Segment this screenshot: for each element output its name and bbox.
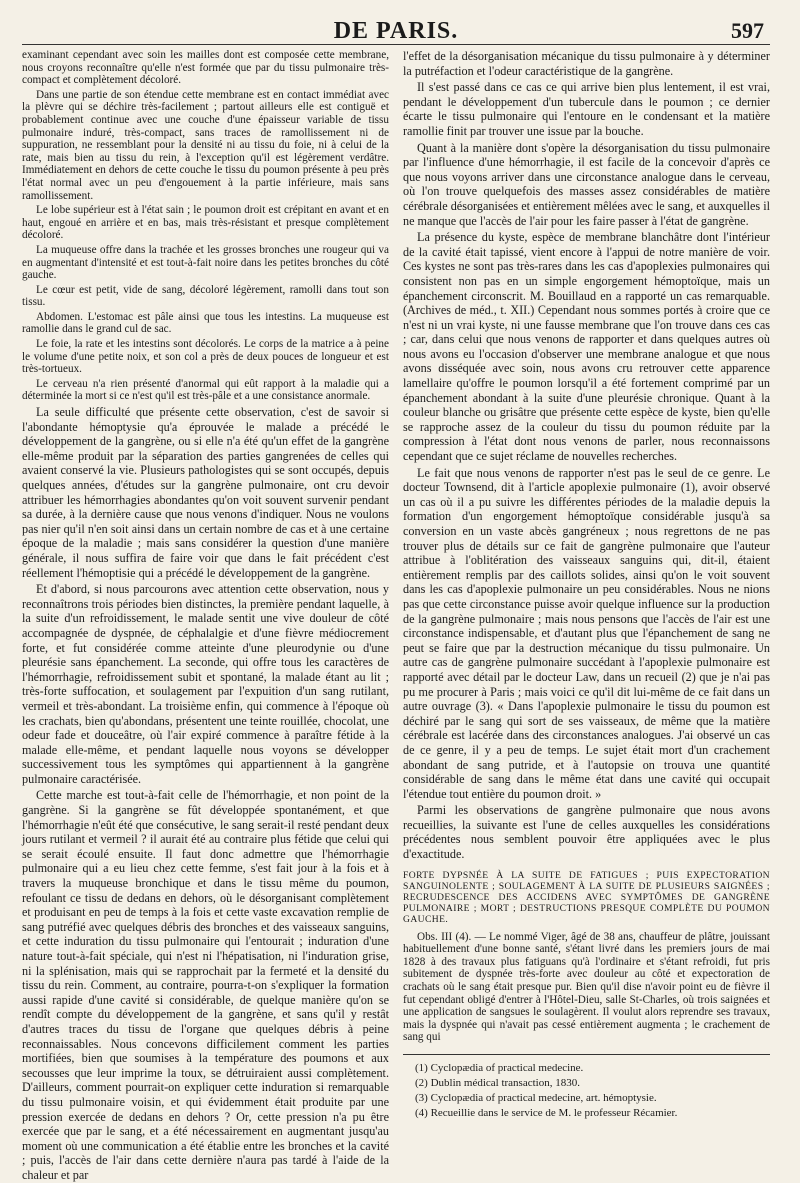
paragraph: Le fait que nous venons de rapporter n'est pas le seul de ce genre. Le docteur Townsend, dit à l'article apoplexie pulmonaire (1), avoir observé un cas où il a pu suivre les différentes périodes de la maladie depuis la formation d'un engorgement hémoptoïque considérable jusqu'à sa conversion en un vaste abcès gangréneux ; nous regrettons de ne pas trouver plus de détails sur ce fait de gangrène pulmonaire que l'auteur attribue à l'oblitération des vaisseaux sanguins qui, dit-il, étaient entièrement remplis par des caillots solides, ainsi qu'on le voit souvent dans les cas d'apoplexie pulmonaire un peu considérables. Nous ne nions pas que cette circonstance puisse avoir quelque influence sur la production de la gangrène pulmonaire ; mais nous pensons que l'accès de l'air est une circonstance indispensable, et d'autant plus que l'épanchement de sang ne peut se faire que par la destruction mécanique du tissu pulmonaire. Un autre cas de gangrène pulmonaire succédant à l'apoplexie pulmonaire est rapporté avec détail par le docteur Law, dans un recueil (2) que je n'ai pas pu me procurer à Paris ; mais voici ce qu'il dit lui-même de ce fait dans un autre ouvrage (3). « Dans l'apoplexie pulmonaire le tissu du poumon est déchiré par le sang qui sort de ses vaisseaux, de même que la matière cérébrale est lacérée dans des circonstances analogues. J'ai observé un cas de ce genre, il y a peu de temps. Le sujet était mort d'un crachement abondant de sang putride, et à l'autopsie on trouva une quantité considérable de sang dans le même état dans une cavité qui occupait l'étendue tout entière du poumon droit. »	[403, 465, 770, 801]
paragraph: Le foie, la rate et les intestins sont décolorés. Le corps de la matrice a à peine le volume d'une petite noix, et son col a près de deux pouces de longueur et est très-tortueux.	[22, 338, 389, 376]
footnote: (2) Dublin médical transaction, 1830.	[415, 1077, 580, 1089]
paragraph: Quant à la manière dont s'opère la désorganisation du tissu pulmonaire par l'influence d'une hémorrhagie, il est facile de la concevoir d'après ce que nous voyons arriver dans une circonstance analogue dans le cerveau, où l'on trouve quelquefois des masses assez considérables de matière cérébrale désorganisées et entièrement mêlées avec le sang, et auxquelles il ne manque que l'accès de l'air pour les faire passer à l'état de gangrène.	[403, 140, 770, 228]
paragraph: Il s'est passé dans ce cas ce qui arrive bien plus lentement, il est vrai, pendant le développement d'un tubercule dans le poumon ; ce dernier écarte le tissu pulmonaire qui l'entoure en le condensant et la matière ramollie finit par trouver une issue par la bouche.	[403, 80, 770, 138]
paragraph: Parmi les observations de gangrène pulmonaire que nous avons recueillies, la suivante est l'une de celles auxquelles les considérations précédentes nous semblent pouvoir être appliquées avec le plus d'exactitude.	[403, 803, 770, 862]
footnotes	[403, 1054, 770, 1121]
paragraph: La présence du kyste, espèce de membrane blanchâtre dont l'intérieur de la cavité était tapissé, vient encore à l'appui de notre manière de voir. Ces kystes ne sont pas très-rares dans les cas d'apoplexies pulmonaires qui consistent non pas en un simple engorgement hémoptoïque, mais un épanchement circonscrit. M. Bouillaud en a rapporté un cas remarquable. (Archives de méd., t. XII.) Cependant nous sommes portés à croire que ce n'est ni un vrai kyste, ni une fausse membrane que l'on trouve dans ces cas ; car, dans celui que nous venons de rapporter et dans quelques autres où nous avons eu l'occasion d'observer une membrane analogue et que nous avons disséquée avec soin, nous avons cru retrouver cette apparence lamellaire qu'offre le poumon lorsqu'il a été fortement comprimé par un épanchement abondant à la suite d'une pleurésie chronique. Quant à la couleur blanche ou grisâtre que présente cette espèce de kyste, bien qu'elle se rapproche assez de la couleur du tissu du poumon réduite par la compression à l'état dont nous venons de parler, nous reconnaissons cependant que ce sujet réclame de nouvelles recherches.	[403, 230, 770, 464]
paragraph: Le cœur est petit, vide de sang, décoloré légèrement, ramolli dans tout son tissu.	[22, 283, 389, 309]
paragraph: Abdomen. L'estomac est pâle ainsi que tous les intestins. La muqueuse est ramollie dans le grand cul de sac.	[22, 310, 389, 336]
right-paragraphs	[403, 49, 770, 862]
left-column	[22, 49, 389, 1182]
paragraph: Cette marche est tout-à-fait celle de l'hémorrhagie, et non point de la gangrène. Si la gangrène se fût développée spontanément, et que l'hémorrhagie n'eût été que consécutive, le sang serait-il resté pendant deux jours rutilant et vermeil ? il aurait été au contraire plus fétide que celui qui se serait écoulé ensuite. Il faut donc admettre que l'hémorrhagie pulmonaire qui a eu lieu chez cette femme, s'est fait jour à la fois et à travers la muqueuse bronchique et dans le tissu même du poumon, refoulant ce tissu de dedans en dehors, où le désorganisant complètement et produisant en peu de temps à la fois et cette vaste excavation remplie de sang putréfié avec quelques débris des bronches et des vaisseaux sanguins, et cette induration du tissu pulmonaire qui l'entourait ; induration d'une nature tout-à-fait spéciale, qui n'est ni l'hépatisation, ni l'induration grise, ni la splénisation, mais qui se rapprochait par la fermeté et la densité du tissu du rein. Comment, au contraire, pourra-t-on s'expliquer la formation aussi rapide d'une cavité si considérable, de quelque manière qu'on se rendît compte du développement de la gangrène, et sans qu'il y restât d'autres traces du tissu de l'organe que quelques débris à peine reconnaissables. Nous concevons difficilement comment les parties mortifiées, bien que soumises à la température des poumons et aux secousses que leur imprime la toux, se détruiraient aussi complètement. D'ailleurs, comment pourrait-on expliquer cette induration si remarquable du tissu pulmonaire voisin, et qui évidemment était produite par une pression exercée de dedans en dehors ? Or, cette pression n'a pu être exercée que par le sang, et a été nécessairement en augmentant jusqu'au moment où une communication a été établie entre les bronches et la cavité ; puis, l'accès de l'air dans cette dernière n'aura pas tardé à l'aide de la chaleur et par	[22, 788, 389, 1182]
paragraph: examinant cependant avec soin les mailles dont est composée cette membrane, nous croyons reconnaître qu'elle n'est formée que par du tissu pulmonaire très-compact et complètement décoloré.	[22, 49, 389, 87]
paragraph: La muqueuse offre dans la trachée et les grosses bronches une rougeur qui va en augmentant d'intensité et est tout-à-fait noire dans les petites bronches du côté gauche.	[22, 243, 389, 282]
right-column	[403, 49, 770, 1119]
paragraph: Et d'abord, si nous parcourons avec attention cette observation, nous y reconnaîtrons trois périodes bien distinctes, la première pendant laquelle, à la suite d'un refroidissement, le malade sentit une vive douleur de côté accompagnée de dyspnée, de céphalalgie et d'une fièvre médiocrement forte, et fut considérée comme atteinte d'une pleurodynie ou d'une pleurésie sans épanchement. La seconde, qui offre tous les caractères de l'hémorrhagie, refroidissement subit et spontané, la malade étant au lit ; très-forte suffocation, et soulagement par l'expuition d'un sang rutilant, vermeil et très-abondant. La troisième enfin, qui commence à l'époque où les crachats, bien qu'abondans, présentent une teinte rouillée, chocolat, une odeur fade et douceâtre, où l'air expiré commence à paraître fétide à la malade elle-même, et pendant laquelle nous voyons se développer successivement tous les symptômes qui appartiennent à la gangrène pulmonaire caractérisée.	[22, 582, 389, 786]
running-title: DE PARIS.	[333, 18, 459, 44]
text-columns	[22, 49, 770, 1182]
case-heading: FORTE DYPSNÉE À LA SUITE DE FATIGUES ; PUIS EXPECTORATION SANGUINOLENTE ; SOULAGEMENT À LA SUITE DE PLUSIEURS SAIGNÉES ; RECRUDESCENCE DES ACCIDENS AVEC SYMPTÔMES DE GANGRÈNE PULMONAIRE ; MORT ; DESTRUCTIONS PRESQUE COMPLÈTE DU POUMON GAUCHE.	[403, 869, 770, 925]
paragraph: Le cerveau n'a rien présenté d'anormal qui eût rapport à la maladie qui a déterminée la mort si ce n'est qu'il est très-pâle et a une consistance anormale.	[22, 377, 389, 403]
footnote: (4) Recueillie dans le service de M. le professeur Récamier.	[415, 1107, 678, 1119]
footnote: (3) Cyclopædia of practical medecine, art. hémoptysie.	[415, 1092, 657, 1104]
running-head	[22, 10, 770, 45]
paragraph: La seule difficulté que présente cette observation, c'est de savoir si l'abondante hémoptysie qu'a éprouvée le malade a précédé le développement de la gangrène, ou si elle n'a été qu'un effet de la gangrène elle-même produit par la séparation des parties gangrenées de celles qui avaient conservé la vie. Plusieurs pathologistes qui se sont occupés, depuis quelques années, d'études sur la gangrène pulmonaire, ont cru devoir attribuer les hémorrhagies abondantes qu'on voit souvent survenir pendant sa durée, à la dernière cause que nous venons d'indiquer. Nous ne voulons pas nier qu'il n'en soit ainsi dans un certain nombre de cas et à une certaine époque de la maladie ; mais sans considérer la question d'une manière générale, il nous suffira de faire voir que dans le fait précédent c'est réellement l'hémoptisie qui a précédé le développement de la gangrène.	[22, 405, 389, 580]
paragraph: l'effet de la désorganisation mécanique du tissu pulmonaire à y déterminer la putréfaction et l'odeur caractéristique de la gangrène.	[403, 49, 770, 78]
page-number: 597	[731, 18, 764, 43]
paragraph: Dans une partie de son étendue cette membrane est en contact immédiat avec la plèvre qui se déchire très-facilement ; partout ailleurs elle est contiguë et probablement continue avec une couche d'une épaisseur variable de tissu pulmonaire induré, très-compact, sans traces de ramollissement ni de suppuration, ne ressemblant pour la densité ni au tissu du foie, ni à celui de la rate, mais bien au tissu du rein, à l'exception qu'il est légèrement verdâtre. Immédiatement en dehors de cette couche le tissu du poumon présente à peu près l'état normal avec un peu d'engouement à la partie inférieure, mais sans ramollissement.	[22, 88, 389, 202]
paragraph: Le lobe supérieur est à l'état sain ; le poumon droit est crépitant en avant et en haut, engoué en arrière et en bas, mais très-résistant et presque complètement décoloré.	[22, 204, 389, 242]
observation-paragraph: Obs. III (4). — Le nommé Viger, âgé de 38 ans, chauffeur de plâtre, jouissant habituellement d'une bonne santé, s'étant livré dans les premiers jours de mai 1828 à des travaux plus fatiguans qu'à l'ordinaire et s'étant refroidi, fut pris subitement de dyspnée très-forte avec douleur au côté et expectoration de crachats où le sang était presque pur. Bien qu'il dise n'avoir point eu de fièvre il fut cependant obligé d'entrer à l'Hôtel-Dieu, salle St-Charles, où trois saignées et une application de sangsues le soulagèrent. Il voulut alors reprendre ses travaux, mais la dyspnée qui n'avait pas cessé entièrement augmenta ; le crachement de sang qui	[403, 930, 770, 1044]
footnote: (1) Cyclopædia of practical medecine.	[415, 1062, 584, 1074]
